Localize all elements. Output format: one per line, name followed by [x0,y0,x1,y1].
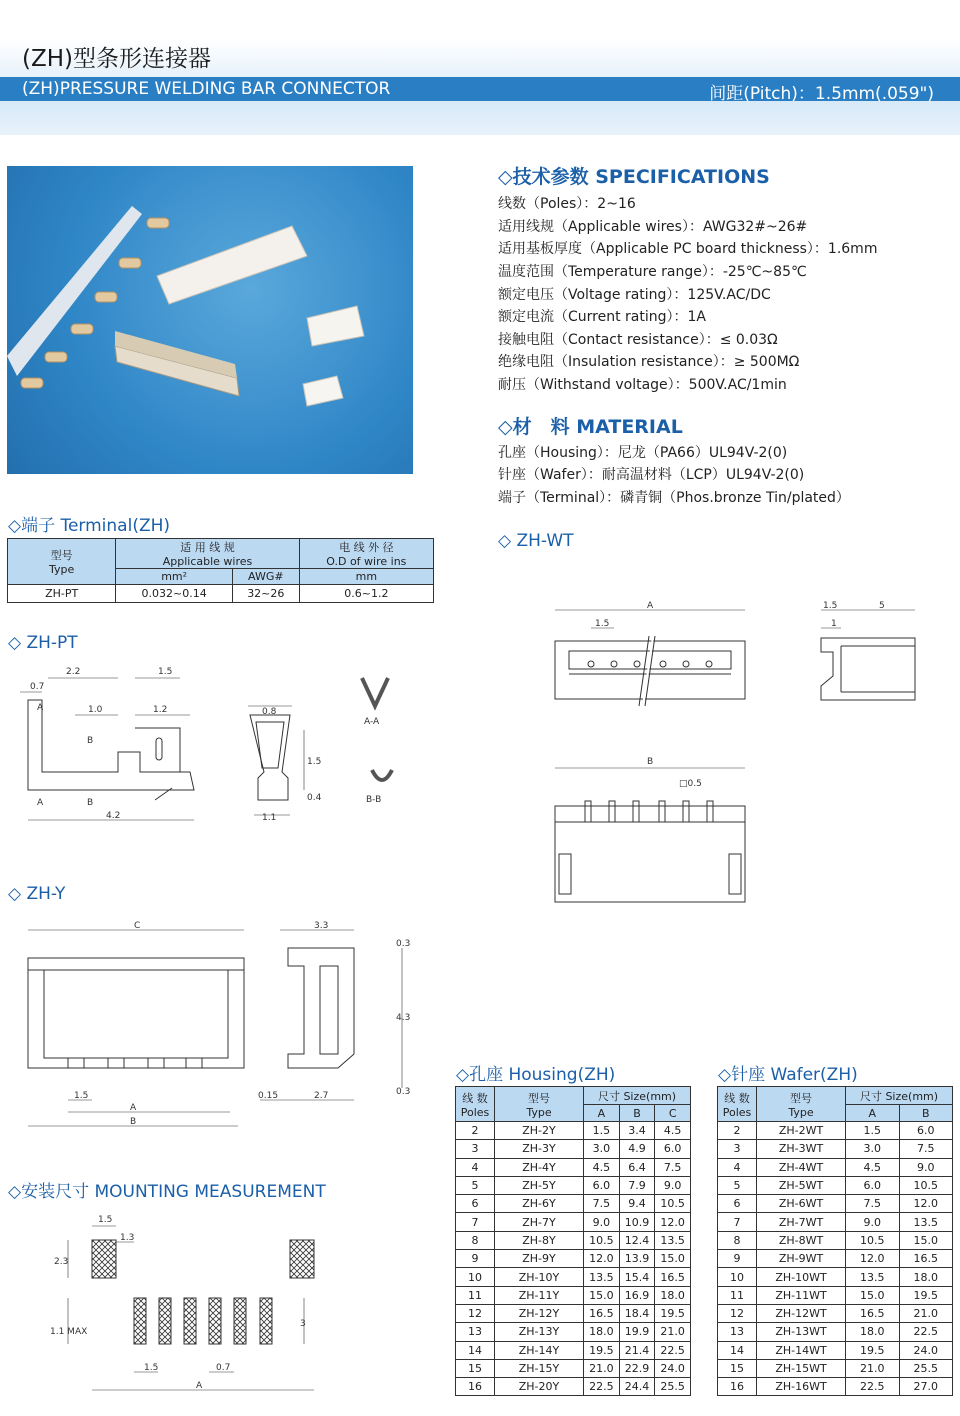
wafer-cell: 16.5 [846,1304,900,1322]
housing-col-a: A [584,1105,620,1122]
y-dim-a: A [130,1103,137,1113]
wafer-cell: 12.0 [899,1195,953,1213]
table-row [456,1122,691,1140]
housing-cell: 15 [456,1359,495,1377]
wafer-cell: 9 [718,1250,757,1268]
terminal-cell-mm2: 0.032~0.14 [116,585,233,603]
table-row [718,1158,953,1176]
label-b-bottom: B [87,798,94,808]
housing-cell: 21.0 [584,1359,620,1377]
housing-cell: ZH-7Y [495,1213,584,1231]
table-row [718,1341,953,1359]
housing-cell: 13.5 [584,1268,620,1286]
housing-header-poles-cn: 线 数 [462,1091,488,1105]
wafer-cell: 22.5 [846,1378,900,1396]
wafer-cell: 7 [718,1213,757,1231]
housing-cell: 18.0 [655,1286,691,1304]
dim-0-4: 0.4 [307,793,322,803]
housing-cell: 4.5 [584,1158,620,1176]
dim-0-8: 0.8 [262,707,277,717]
table-row [8,585,434,603]
wafer-cell: ZH-15WT [757,1359,846,1377]
mount-dim-a: A [196,1381,203,1391]
wafer-cell: ZH-14WT [757,1341,846,1359]
subtitle: (ZH)PRESSURE WELDING BAR CONNECTOR [22,79,391,99]
wafer-cell: 24.0 [899,1341,953,1359]
spec-withstand-voltage: 耐压（Withstand voltage）：500V.AC/1min [498,377,787,393]
wt-dim-a: A [647,601,654,611]
housing-cell: ZH-9Y [495,1250,584,1268]
housing-cell: 7.5 [584,1195,620,1213]
table-row [456,1304,691,1322]
housing-header-type-en: Type [526,1105,552,1119]
mount-dim-2-3: 2.3 [54,1257,69,1267]
wafer-cell: 12 [718,1304,757,1322]
mount-dim-0-7: 0.7 [216,1363,231,1373]
terminal-header-wires-cn: 适 用 线 规 [180,541,235,554]
table-row [718,1176,953,1194]
subtitle-bar [0,77,960,104]
spec-contact-resistance: 接触电阻（Contact resistance）：≤ 0.03Ω [498,332,778,348]
label-b-top: B [87,736,94,746]
terminal-header-wires-en: Applicable wires [162,555,253,568]
wafer-cell: 16.5 [899,1250,953,1268]
housing-cell: 15.0 [584,1286,620,1304]
y-dim-4-3: 4.3 [396,1013,411,1023]
y-dim-0-3-bottom: 0.3 [396,1087,411,1097]
table-row [456,1213,691,1231]
housing-title: ◇孔座 Housing(ZH) [456,1065,616,1085]
wafer-cell: ZH-13WT [757,1323,846,1341]
mounting-drawing [48,1208,388,1408]
zh-y-drawing [20,918,420,1138]
wafer-cell: ZH-8WT [757,1231,846,1249]
housing-cell: 16.5 [584,1304,620,1322]
wafer-cell: 15.0 [899,1231,953,1249]
housing-cell: 18.0 [584,1323,620,1341]
housing-cell: 18.4 [619,1304,655,1322]
table-row [456,1176,691,1194]
wafer-cell: 25.5 [899,1359,953,1377]
wafer-cell: 7.5 [846,1195,900,1213]
connector-photo-illustration [7,166,413,474]
housing-cell: 16.5 [655,1268,691,1286]
specs-title: ◇技术参数 SPECIFICATIONS [498,166,770,188]
wafer-cell: 10.5 [846,1231,900,1249]
zh-y-title: ◇ ZH-Y [8,884,66,904]
dim-0-7: 0.7 [30,682,45,692]
table-row [718,1359,953,1377]
housing-cell: 6.4 [619,1158,655,1176]
wafer-cell: 13.5 [899,1213,953,1231]
housing-cell: 6.0 [584,1176,620,1194]
housing-cell: 4.9 [619,1140,655,1158]
table-row [718,1286,953,1304]
housing-cell: 21.4 [619,1341,655,1359]
y-dim-0-3-top: 0.3 [396,939,411,949]
housing-table [455,1086,691,1396]
wafer-header-poles-cn: 线 数 [724,1091,750,1105]
wafer-cell: ZH-3WT [757,1140,846,1158]
dim-4-2: 4.2 [106,811,121,821]
spec-wires: 适用线规（Applicable wires）：AWG32#~26# [498,219,808,235]
wafer-header-poles [718,1087,757,1122]
housing-col-b: B [619,1105,655,1122]
housing-cell: 6.0 [655,1140,691,1158]
housing-cell: 13 [456,1323,495,1341]
wafer-table [717,1086,953,1396]
housing-cell: ZH-3Y [495,1140,584,1158]
housing-header-poles [456,1087,495,1122]
wafer-cell: 22.5 [899,1323,953,1341]
table-row [718,1195,953,1213]
housing-cell: 9.0 [584,1213,620,1231]
dim-1-1: 1.1 [262,813,277,823]
wafer-cell: 3 [718,1140,757,1158]
wafer-cell: ZH-2WT [757,1122,846,1140]
terminal-unit-mm2: mm² [116,569,233,585]
table-row [718,1378,953,1396]
wafer-cell: 11 [718,1286,757,1304]
housing-col-c: C [655,1105,691,1122]
wafer-cell: 6.0 [899,1122,953,1140]
spec-insulation-resistance: 绝缘电阻（Insulation resistance）：≥ 500MΩ [498,354,800,370]
housing-header-type [495,1087,584,1122]
terminal-cell-type: ZH-PT [8,585,116,603]
wafer-cell: 10 [718,1268,757,1286]
wafer-cell: 3.0 [846,1140,900,1158]
wafer-cell: 19.5 [846,1341,900,1359]
wafer-header-type [757,1087,846,1122]
spec-temperature: 温度范围（Temperature range）：-25℃~85℃ [498,264,807,280]
wafer-cell: 1.5 [846,1122,900,1140]
housing-cell: 3.4 [619,1122,655,1140]
table-row [456,1158,691,1176]
terminal-header-wires [116,539,299,569]
table-row [456,1195,691,1213]
material-title: ◇材 料 MATERIAL [498,416,683,438]
wafer-cell: 19.5 [899,1286,953,1304]
wt-dim-1-5: 1.5 [595,619,610,629]
y-dim-1-5: 1.5 [74,1091,89,1101]
housing-cell: ZH-14Y [495,1341,584,1359]
table-row [456,1378,691,1396]
housing-cell: 10.9 [619,1213,655,1231]
housing-cell: ZH-5Y [495,1176,584,1194]
housing-header-type-cn: 型号 [528,1091,550,1105]
mount-dim-1-3: 1.3 [120,1233,135,1243]
wafer-cell: ZH-10WT [757,1268,846,1286]
wafer-cell: 16 [718,1378,757,1396]
housing-cell: 7.9 [619,1176,655,1194]
housing-cell: 1.5 [584,1122,620,1140]
spec-current: 额定电流（Current rating）：1A [498,309,706,325]
housing-cell: 10.5 [584,1231,620,1249]
wafer-cell: 2 [718,1122,757,1140]
terminal-header-od-en: O.D of wire ins [326,555,407,568]
wafer-cell: 15.0 [846,1286,900,1304]
wafer-cell: ZH-6WT [757,1195,846,1213]
wafer-cell: 5 [718,1176,757,1194]
terminal-header-od [299,539,433,569]
wafer-cell: ZH-7WT [757,1213,846,1231]
housing-cell: 4 [456,1158,495,1176]
housing-cell: ZH-10Y [495,1268,584,1286]
table-row [718,1268,953,1286]
terminal-header-type-en: Type [49,563,75,576]
housing-header-poles-en: Poles [460,1105,490,1119]
housing-cell: 6 [456,1195,495,1213]
mount-dim-3: 3 [300,1319,306,1329]
table-row [718,1323,953,1341]
housing-cell: 15.0 [655,1250,691,1268]
wafer-cell: 15 [718,1359,757,1377]
housing-cell: ZH-11Y [495,1286,584,1304]
housing-cell: 10 [456,1268,495,1286]
wt-dim-1-5-side: 1.5 [823,601,838,611]
wafer-header-type-cn: 型号 [790,1091,812,1105]
table-row [718,1250,953,1268]
housing-cell: ZH-20Y [495,1378,584,1396]
wafer-title: ◇针座 Wafer(ZH) [718,1065,858,1085]
wafer-cell: ZH-9WT [757,1250,846,1268]
housing-header-size: 尺寸 Size(mm) [584,1087,691,1105]
zh-wt-drawing [545,596,945,916]
housing-cell: 16.9 [619,1286,655,1304]
terminal-cell-awg: 32~26 [232,585,299,603]
y-dim-3-3: 3.3 [314,921,329,931]
wafer-col-a: A [846,1105,900,1122]
housing-cell: 5 [456,1176,495,1194]
wafer-cell: 9.0 [846,1213,900,1231]
housing-cell: ZH-13Y [495,1323,584,1341]
housing-cell: ZH-15Y [495,1359,584,1377]
table-row [718,1122,953,1140]
table-row [456,1359,691,1377]
product-photo [7,166,413,474]
terminal-header-od-cn: 电 线 外 径 [339,541,394,554]
housing-cell: ZH-6Y [495,1195,584,1213]
housing-cell: 3 [456,1140,495,1158]
terminal-unit-mm: mm [299,569,433,585]
terminal-header-type [8,539,116,585]
table-row [456,1231,691,1249]
wafer-cell: 13.5 [846,1268,900,1286]
mount-dim-1-5: 1.5 [98,1215,113,1225]
pitch-label: 间距(Pitch)：1.5mm(.059") [709,84,934,104]
wt-dim-5: 5 [879,601,885,611]
dim-1-2: 1.2 [153,705,168,715]
housing-cell: 3.0 [584,1140,620,1158]
housing-cell: 12.0 [655,1213,691,1231]
housing-cell: 22.9 [619,1359,655,1377]
wafer-cell: ZH-16WT [757,1378,846,1396]
dim-1-0: 1.0 [88,705,103,715]
table-row [456,1286,691,1304]
y-dim-c: C [134,921,141,931]
housing-cell: 16 [456,1378,495,1396]
housing-cell: 14 [456,1341,495,1359]
table-row [718,1213,953,1231]
wafer-cell: 18.0 [899,1268,953,1286]
table-row [456,1341,691,1359]
wafer-cell: 18.0 [846,1323,900,1341]
housing-cell: 4.5 [655,1122,691,1140]
housing-cell: 9 [456,1250,495,1268]
label-section-aa: A-A [364,717,380,727]
wafer-cell: 10.5 [899,1176,953,1194]
wafer-cell: 7.5 [899,1140,953,1158]
label-a-top: A [37,703,44,713]
housing-cell: 7.5 [655,1158,691,1176]
wafer-cell: 21.0 [899,1304,953,1322]
housing-cell: ZH-4Y [495,1158,584,1176]
wafer-header-type-en: Type [788,1105,814,1119]
wafer-cell: 6 [718,1195,757,1213]
table-row [718,1140,953,1158]
table-row [456,1250,691,1268]
terminal-table [7,538,434,603]
wafer-cell: 12.0 [846,1250,900,1268]
wafer-cell: ZH-4WT [757,1158,846,1176]
housing-cell: 2 [456,1122,495,1140]
wafer-cell: 4.5 [846,1158,900,1176]
housing-cell: 8 [456,1231,495,1249]
housing-cell: 19.5 [655,1304,691,1322]
housing-cell: 12.4 [619,1231,655,1249]
wafer-cell: 13 [718,1323,757,1341]
material-terminal: 端子（Terminal）：磷青铜（Phos.bronze Tin/plated） [498,490,850,506]
terminal-title: ◇端子 Terminal(ZH) [8,516,171,536]
zh-wt-title: ◇ ZH-WT [498,531,574,551]
housing-cell: 19.9 [619,1323,655,1341]
mounting-title: ◇安装尺寸 MOUNTING MEASUREMENT [8,1182,326,1202]
terminal-unit-awg: AWG# [232,569,299,585]
housing-cell: 22.5 [655,1341,691,1359]
zh-pt-drawing [20,660,420,830]
mount-dim-1-5-pitch: 1.5 [144,1363,159,1373]
wafer-cell: 6.0 [846,1176,900,1194]
housing-cell: 7 [456,1213,495,1231]
wafer-cell: 4 [718,1158,757,1176]
label-section-bb: B-B [366,795,382,805]
table-row [456,1140,691,1158]
y-dim-2-7: 2.7 [314,1091,329,1101]
housing-cell: 22.5 [584,1378,620,1396]
housing-cell: ZH-2Y [495,1122,584,1140]
spec-voltage: 额定电压（Voltage rating）：125V.AC/DC [498,287,771,303]
wt-dim-b: B [647,757,654,767]
material-housing: 孔座（Housing）：尼龙（PA66）UL94V-2(0) [498,445,788,461]
wafer-col-b: B [899,1105,953,1122]
table-row [718,1304,953,1322]
wafer-cell: 27.0 [899,1378,953,1396]
wafer-cell: ZH-5WT [757,1176,846,1194]
housing-cell: 24.4 [619,1378,655,1396]
housing-cell: 15.4 [619,1268,655,1286]
housing-cell: 24.0 [655,1359,691,1377]
y-dim-0-15: 0.15 [258,1091,279,1101]
wafer-header-poles-en: Poles [722,1105,752,1119]
housing-cell: 21.0 [655,1323,691,1341]
housing-cell: ZH-12Y [495,1304,584,1322]
housing-cell: 9.4 [619,1195,655,1213]
table-row [456,1268,691,1286]
spec-pcb-thickness: 适用基板厚度（Applicable PC board thickness）：1.6mm [498,241,878,257]
dim-1-5: 1.5 [158,667,173,677]
dim-2-2: 2.2 [66,667,81,677]
table-row [718,1231,953,1249]
terminal-header-type-cn: 型号 [50,549,73,562]
wafer-cell: 14 [718,1341,757,1359]
housing-cell: ZH-8Y [495,1231,584,1249]
wafer-cell: 9.0 [899,1158,953,1176]
housing-cell: 13.5 [655,1231,691,1249]
table-row [456,1323,691,1341]
housing-cell: 12 [456,1304,495,1322]
mount-dim-1-1max: 1.1 MAX [50,1327,88,1337]
wafer-cell: 21.0 [846,1359,900,1377]
dim-1-5-v: 1.5 [307,757,322,767]
wt-dim-1: 1 [831,619,837,629]
housing-cell: 9.0 [655,1176,691,1194]
housing-cell: 11 [456,1286,495,1304]
housing-cell: 19.5 [584,1341,620,1359]
page-title: (ZH)型条形连接器 [22,46,211,72]
housing-cell: 25.5 [655,1378,691,1396]
wafer-header-size: 尺寸 Size(mm) [846,1087,953,1105]
zh-pt-title: ◇ ZH-PT [8,633,78,653]
housing-cell: 13.9 [619,1250,655,1268]
wafer-cell: ZH-12WT [757,1304,846,1322]
label-a-bottom: A [37,798,44,808]
terminal-cell-od: 0.6~1.2 [299,585,433,603]
wafer-cell: ZH-11WT [757,1286,846,1304]
wafer-cell: 8 [718,1231,757,1249]
spec-poles: 线数（Poles）：2~16 [498,196,636,212]
wt-dim-pin: □0.5 [679,779,702,789]
housing-cell: 10.5 [655,1195,691,1213]
y-dim-b: B [130,1117,137,1127]
housing-cell: 12.0 [584,1250,620,1268]
material-wafer: 针座（Wafer）：耐高温材料（LCP）UL94V-2(0) [498,467,805,483]
